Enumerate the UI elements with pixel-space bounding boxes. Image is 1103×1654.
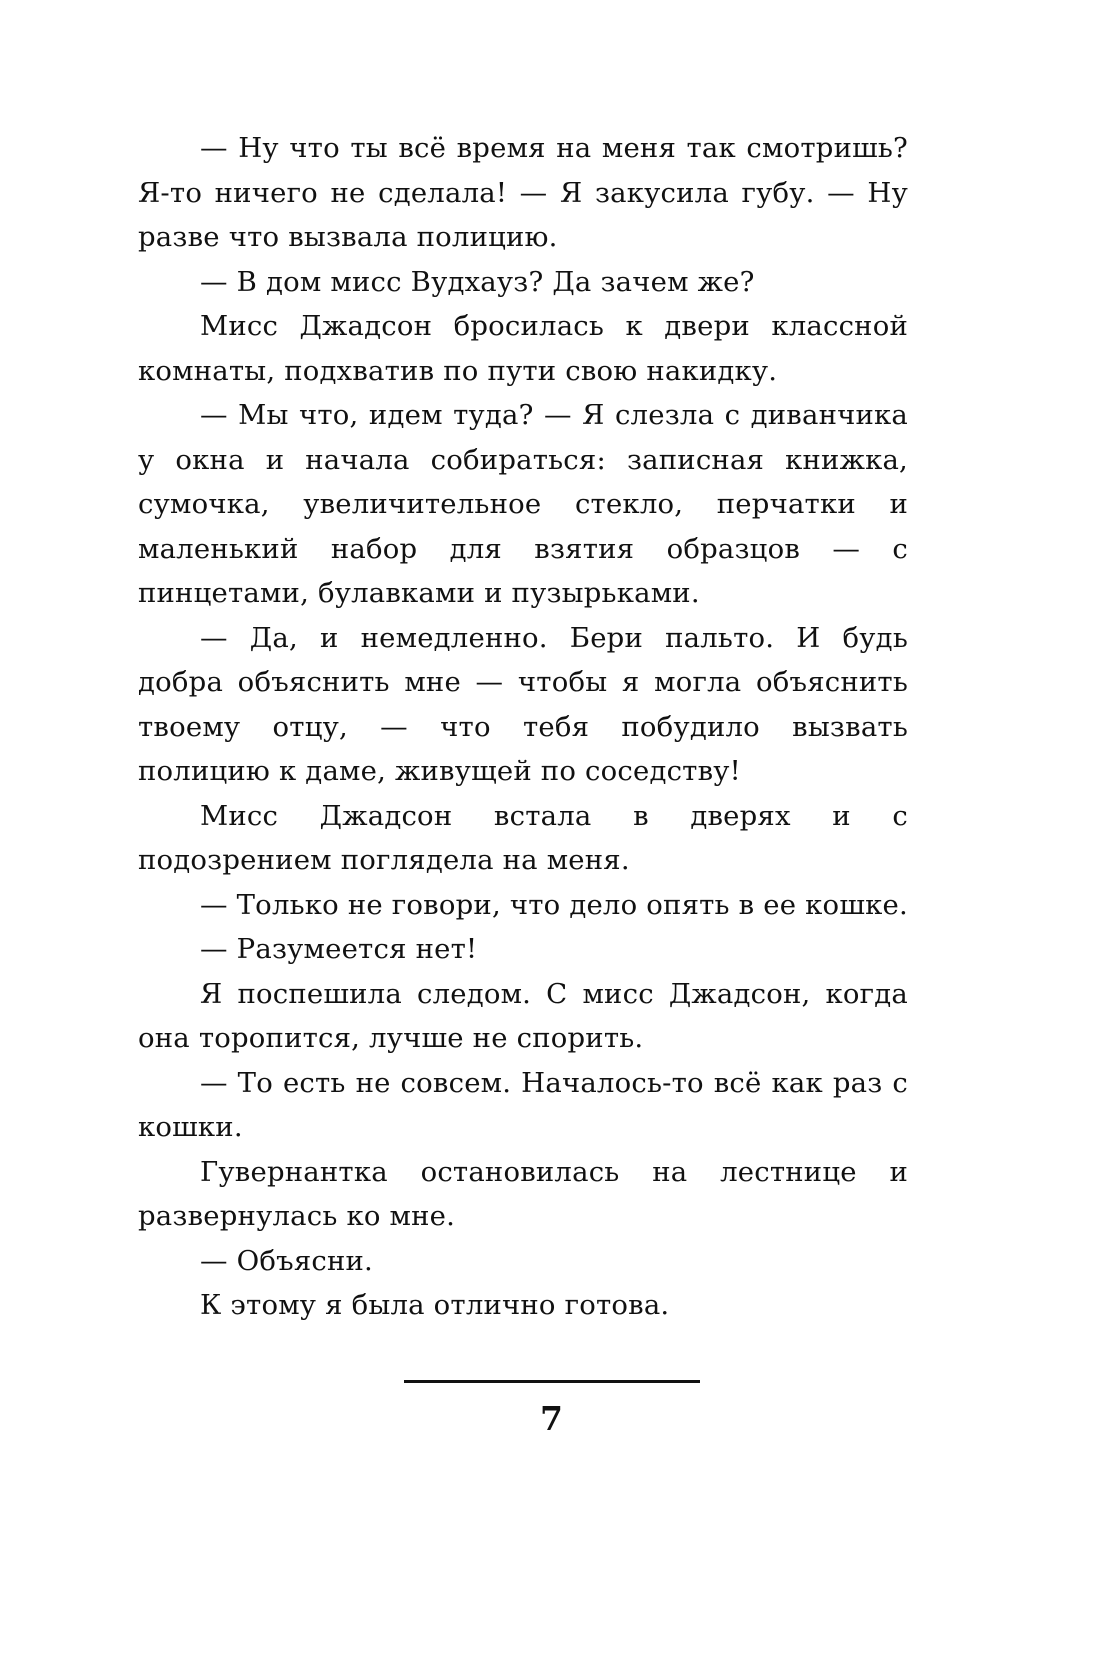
paragraph: — Объясни. [200,1244,373,1277]
paragraph: — Только не говори, что дело опять в ее кошке. [200,888,908,921]
page-number: 7 [540,1399,563,1438]
page-footer [0,1380,1103,1439]
paragraph: Я поспешила следом. С мисс Джадсон, когда она торопится, лучше не спорить. [138,977,908,1054]
paragraph: — В дом мисс Вудхауз? Да зачем же? [200,265,755,298]
page-body-text [138,126,908,1328]
paragraph: — Разумеется нет! [200,933,478,965]
footer-divider [404,1380,700,1383]
paragraph: Мисс Джадсон встала в дверях и с подозрением поглядела на меня. [138,799,908,876]
paragraph: — То есть не совсем. Началось-то всё как раз с кошки. [138,1066,908,1143]
paragraph: — Да, и немедленно. Бери пальто. И будь добра объяснить мне — чтобы я могла объяснить твоему отцу, — что тебя побудило вызвать полицию к даме, живущей по соседству! [138,621,908,787]
paragraph: Мисс Джадсон бросилась к двери классной комнаты, подхватив по пути свою накидку. [138,310,908,387]
paragraph: Гувернантка остановилась на лестнице и развернулась ко мне. [138,1155,908,1232]
paragraph: — Мы что, идем туда? — Я слезла с диванчика у окна и начала собираться: записная книжка, сумочка, увеличительное стекло, перчатки и маленький набор для взятия образцов — с пинцетами, булавками и пузырьками. [138,399,908,609]
paragraph: К этому я была отлично готова. [200,1289,670,1321]
paragraph: — Ну что ты всё время на меня так смотришь? Я-то ничего не сделала! — Я закусила губу. — Ну разве что вызвала полицию. [138,132,908,253]
